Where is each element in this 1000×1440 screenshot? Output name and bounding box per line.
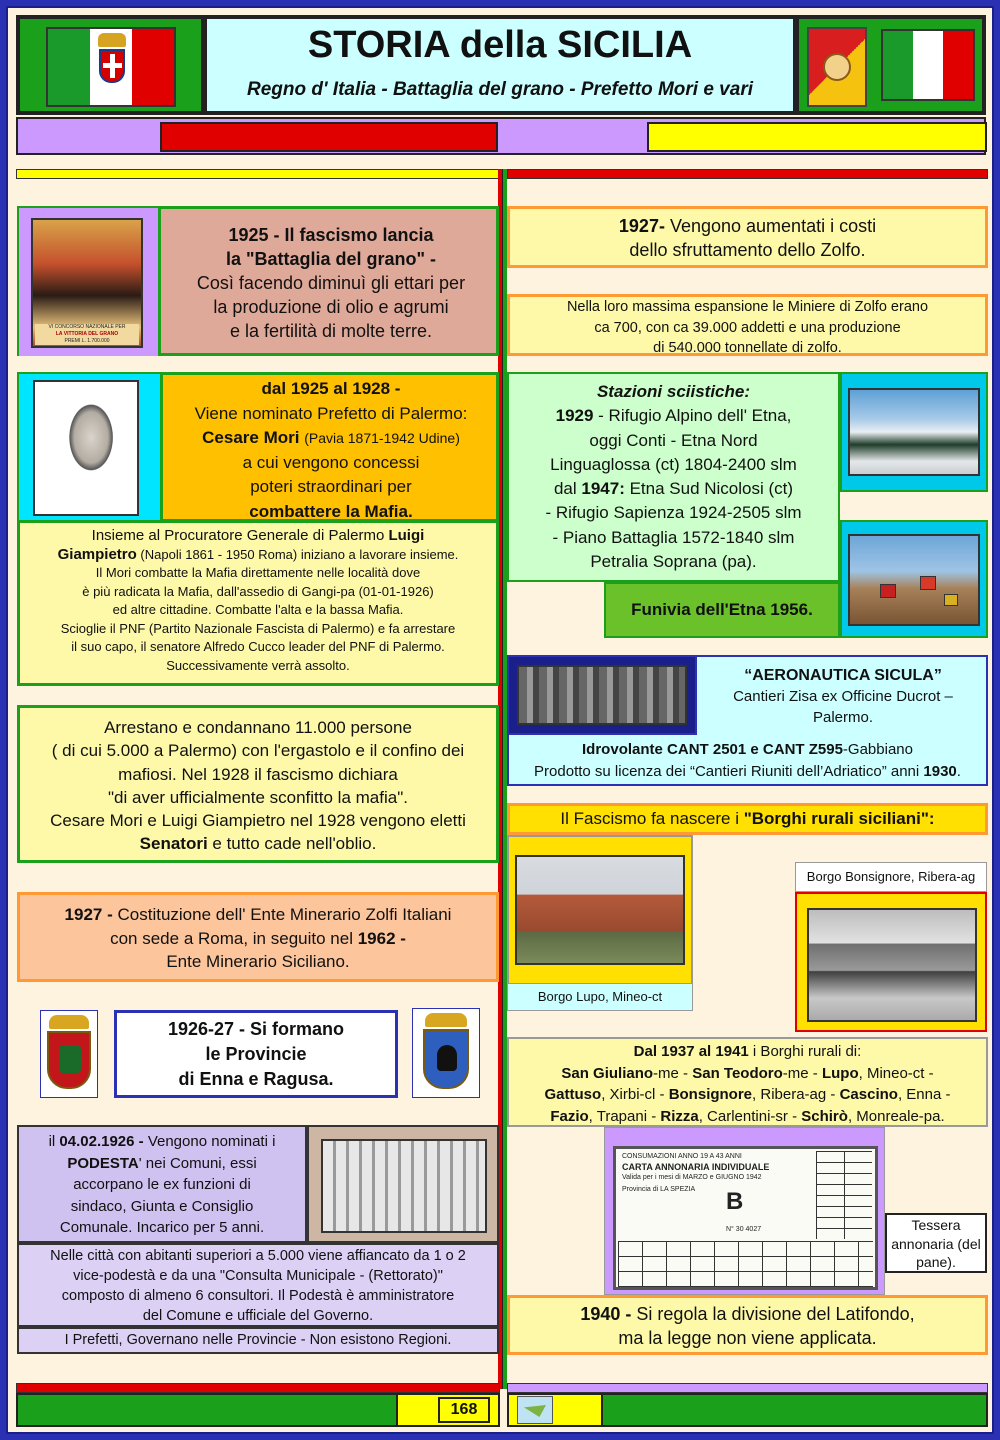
grano-line: e la fertilità di molte terre. (229, 321, 433, 341)
borghi-list-line (509, 1084, 986, 1106)
sci-text (509, 380, 838, 574)
podesta-line: sindaco, Giunta e Consiglio (70, 1197, 254, 1215)
province-line: le Provincie (205, 1044, 307, 1064)
right-top-rule (507, 169, 988, 179)
borgo-name: Lupo (821, 1064, 859, 1082)
borghi-list-section (507, 1037, 988, 1127)
sci-line (509, 404, 838, 428)
ente-line: Ente Minerario Siciliano. (166, 952, 350, 971)
latifondo-line: ma la legge non viene applicata. (618, 1328, 877, 1348)
ente-year: 1962 - (357, 928, 406, 948)
giampietro-section (17, 520, 499, 686)
borghi-list-line (509, 1041, 986, 1063)
italian-flag-icon (881, 29, 975, 101)
ente-text-part: con sede a Roma, in seguito nel (110, 928, 358, 948)
etna-snow-photo-frame (840, 372, 988, 492)
arresti-text-part: e tutto cade nell'oblio. (207, 834, 377, 854)
province-line: di Enna e Ragusa. (178, 1069, 334, 1089)
enna-coat-of-arms (40, 1010, 98, 1098)
zolfo-costi-text (510, 214, 985, 262)
giampietro-line: ed altre cittadine. Combatte l'alta e la bassa Mafia. (112, 602, 404, 617)
podesta-line (19, 1153, 305, 1175)
province-box (114, 1010, 398, 1098)
giampietro-line: il suo capo, il senatore Alfredo Cucco leader del PNF di Palermo. (71, 639, 445, 654)
ente-text (20, 903, 496, 974)
mori-line: a cui vengono concessi (242, 452, 420, 472)
giampietro-text (20, 527, 496, 675)
podesta-text-part: Vengono nominati i (143, 1133, 276, 1150)
borghi-title-emphasis: "Borghi rurali siciliani" (743, 809, 929, 828)
center-divider (498, 169, 507, 1389)
zolfo-year: 1927- (618, 216, 665, 236)
mori-name-line (166, 426, 496, 451)
borghi-years: Dal 1937 al 1941 (633, 1043, 749, 1060)
giampietro-line (20, 546, 496, 565)
card-title-text: CARTA ANNONARIA INDIVIDUALE (622, 1162, 770, 1172)
italy-flag-box (18, 17, 203, 113)
mori-line: poteri straordinari per (250, 477, 412, 496)
borghi-title (510, 806, 985, 832)
aero-line: Cantieri Zisa ex Officine Ducrot – (733, 688, 953, 705)
borghi-title-box (507, 803, 988, 835)
sci-year: 1947: (581, 479, 625, 499)
arresti-line: "di aver ufficialmente sconfitto la mafia". (108, 787, 408, 807)
footer-left-rule (16, 1383, 500, 1393)
cable-car-icon (880, 584, 896, 598)
giampietro-name: Giampietro (57, 545, 137, 563)
sci-section (507, 372, 840, 582)
sci-line: - Rifugio Sapienza 1924-2505 slm (545, 503, 802, 523)
aeronautica-section (507, 655, 988, 786)
aero-text-part: Prodotto su licenza dei “Cantieri Riuniti dell’Adriatico” anni (534, 763, 924, 780)
latifondo-year: 1940 - (580, 1304, 632, 1324)
footer-right-rule (507, 1383, 988, 1393)
city-photo-frame (307, 1125, 499, 1243)
giampietro-line: è più radicata la Mafia, dall'assedio di Gangi-pa (01-01-1926) (82, 583, 434, 599)
mori-photo-frame (19, 374, 163, 522)
borgo-location: , Enna - (897, 1086, 951, 1103)
sci-text-part: Etna Sud Nicolosi (ct) (624, 479, 794, 499)
prefetti-note (17, 1327, 499, 1354)
ente-text-part: Costituzione dell' Ente Minerario Zolfi Italiani (117, 905, 452, 924)
podesta-line: Comunale. Incarico per 5 anni. (59, 1219, 265, 1236)
borghi-list-text (509, 1041, 986, 1127)
funivia-caption: Funivia dell'Etna 1956. (631, 600, 813, 619)
grano-title: la "Battaglia del grano" - (225, 249, 437, 269)
podesta-section (17, 1125, 307, 1243)
ente-section (17, 892, 499, 982)
consulta-text (19, 1246, 497, 1326)
sci-line: Linguaglossa (ct) 1804-2400 slm (550, 454, 797, 474)
podesta-text-part: il (48, 1133, 60, 1150)
aero-line (509, 739, 986, 761)
aero-title: “AERONAUTICA SICULA” (744, 667, 942, 684)
latifondo-section (507, 1295, 988, 1355)
mori-dates: dal 1925 al 1928 - (261, 379, 401, 398)
podesta-line: accorpano le ex funzioni di (73, 1176, 251, 1193)
giampietro-line: Scioglie il PNF (Partito Nazionale Fascista di Palermo) e fa arrestare (60, 620, 456, 636)
miniere-section (507, 294, 988, 356)
sci-text-part: dal (553, 479, 582, 499)
tessera-label-box (885, 1213, 987, 1273)
aero-emphasis: Idrovolante CANT 2501 e CANT Z595 (582, 741, 843, 758)
borgo-name: San Giuliano (561, 1064, 654, 1082)
latifondo-text-part: Si regola la divisione del Latifondo, (631, 1304, 915, 1324)
header-yellow-bar (647, 122, 987, 152)
page-number-box (438, 1397, 490, 1423)
giampietro-name: Luigi (388, 527, 425, 544)
poster-text: VI CONCORSO NAZIONALE PER (48, 324, 126, 330)
giampietro-line (20, 527, 496, 546)
prefetti-text: I Prefetti, Governano nelle Provincie - Non esistono Regioni. (64, 1332, 452, 1348)
sci-year: 1929 (555, 406, 594, 426)
title-box (205, 17, 795, 113)
miniere-line: Nella loro massima espansione le Miniere di Zolfo erano (566, 299, 929, 315)
province-text (117, 1017, 395, 1092)
giampietro-text-part: (Napoli 1861 - 1950 Roma) iniziano a lavorare insieme. (136, 546, 459, 562)
arresti-line (20, 832, 496, 855)
sci-line: oggi Conti - Etna Nord (589, 430, 758, 450)
mori-name: Cesare Mori (202, 428, 300, 447)
giampietro-line: Il Mori combatte la Mafia direttamente nelle località dove (95, 565, 421, 580)
poster-text: PREMI L. 1.700.000 (64, 338, 110, 344)
town-square-photo (321, 1139, 487, 1233)
mori-life-dates: (Pavia 1871-1942 Udine) (304, 430, 460, 446)
borgo-name: Fazio (550, 1107, 589, 1125)
borghi-title-part: : (928, 809, 935, 828)
grano-line: la produzione di olio e agrumi (213, 297, 449, 317)
card-sub-text: Valida per i mesi di MARZO e GIUGNO 1942 (622, 1174, 762, 1181)
card-province-text: Provincia di LA SPEZIA (622, 1186, 696, 1193)
borghi-list-line (509, 1063, 986, 1085)
tessera-label: Tessera annonaria (del pane). (891, 1217, 981, 1270)
borgo-location: -me - (782, 1064, 822, 1082)
poster-text: LA VITTORIA DEL GRANO (55, 331, 119, 337)
savoy-shield-icon (99, 49, 125, 83)
latifondo-line (510, 1302, 985, 1326)
arresti-emphasis: Senatori (139, 834, 208, 854)
etna-cable-car-photo (848, 534, 980, 626)
consulta-section (17, 1243, 499, 1327)
consulta-line: del Comune e ufficiale del Governo. (142, 1308, 374, 1324)
cable-car-icon (944, 594, 958, 606)
trinacria-flag-icon (807, 27, 867, 107)
mori-section (17, 372, 499, 522)
card-side-coupons (816, 1151, 872, 1239)
borgo-bonsignore-frame (795, 892, 987, 1032)
borgo-lupo-caption-box (507, 983, 693, 1011)
borghi-title-part: Il Fascismo fa nascere i (560, 809, 744, 828)
ente-line (20, 927, 496, 951)
arresti-line: Arrestano e condannano 11.000 persone (104, 718, 412, 737)
borgo-bonsignore-caption: Borgo Bonsignore, Ribera-ag (806, 869, 976, 884)
card-coupons-grid (618, 1241, 873, 1287)
aero-header-text (699, 665, 987, 728)
consulta-line: vice-podestà e da una "Consulta Municipale - (Rettorato)" (73, 1268, 443, 1284)
header (16, 15, 986, 115)
consulta-line: Nelle città con abitanti superiori a 5.000 viene affiancato da 1 o 2 (50, 1248, 466, 1264)
sicily-flag-box (797, 17, 984, 113)
grano-title: 1925 - Il fascismo lancia (228, 225, 434, 245)
province-line: 1926-27 - Si formano (167, 1019, 345, 1039)
sci-line (509, 477, 838, 501)
zolfo-costi-line (510, 214, 985, 238)
card-top-text: CONSUMAZIONI ANNO 19 A 43 ANNI (622, 1153, 742, 1160)
mori-line: combattere la Mafia. (249, 501, 413, 521)
borgo-lupo-photo (515, 855, 685, 965)
cesare-mori-portrait (33, 380, 139, 516)
giampietro-text-part: Insieme al Procuratore Generale di Palermo (91, 527, 389, 544)
arresti-section (17, 705, 499, 863)
aero-line (509, 761, 986, 783)
aero-photo-frame (507, 655, 697, 735)
podesta-date: 04.02.1926 - (59, 1133, 144, 1150)
borgo-location: , Carlentini-sr - (698, 1107, 802, 1125)
arresti-line: mafiosi. Nel 1928 il fascismo dichiara (118, 764, 398, 784)
borgo-name: Rizza (660, 1107, 699, 1125)
sci-title: Stazioni sciistiche: (596, 382, 751, 401)
zolfo-costi-section (507, 206, 988, 268)
borgo-location: -me - (653, 1064, 693, 1082)
borgo-lupo-frame (507, 835, 693, 985)
sci-line: - Piano Battaglia 1572-1840 slm (552, 527, 795, 547)
ente-line (20, 903, 496, 927)
mori-line: Viene nominato Prefetto di Palermo: (194, 403, 468, 423)
funivia-caption-box (604, 582, 840, 638)
borgo-location: , Xirbi-cl - (601, 1086, 669, 1103)
podesta-text-part: ' nei Comuni, essi (138, 1154, 257, 1172)
latifondo-text (510, 1302, 985, 1350)
borgo-name: Cascino (839, 1086, 898, 1103)
borgo-name: Bonsignore (668, 1086, 753, 1103)
page-number: 168 (450, 1401, 478, 1418)
funivia-photo-frame (840, 520, 988, 638)
borgo-location: , Ribera-ag - (752, 1086, 840, 1103)
ragusa-coat-of-arms (412, 1008, 480, 1098)
borgo-location: , Monreale-pa. (847, 1107, 945, 1125)
borghi-list-line (509, 1106, 986, 1128)
sicily-map-icon[interactable] (517, 1396, 553, 1424)
page-subtitle: Regno d' Italia - Battaglia del grano - Prefetto Mori e vari (247, 79, 753, 100)
cable-car-icon (920, 576, 936, 590)
kingdom-of-italy-flag (46, 27, 176, 107)
left-top-rule (16, 169, 500, 179)
grano-line: Così facendo diminuì gli ettari per (196, 273, 466, 293)
grano-section (17, 206, 499, 356)
aero-text-part: . (956, 763, 961, 780)
zolfo-text-part: Vengono aumentati i costi (664, 216, 877, 236)
tessera-frame (604, 1127, 885, 1295)
borgo-name: Schirò (801, 1107, 848, 1125)
sci-line: Petralia Soprana (pa). (590, 552, 757, 572)
arresti-line: Cesare Mori e Luigi Giampietro nel 1928 vengono eletti (50, 811, 466, 831)
borgo-name: San Teodoro (692, 1064, 783, 1082)
arresti-line: ( di cui 5.000 a Palermo) con l'ergastolo e il confino dei (51, 741, 465, 761)
aero-line: Palermo. (812, 709, 874, 726)
sci-text-part: - Rifugio Alpino dell' Etna, (593, 406, 792, 426)
borgo-location: , Mineo-ct - (858, 1064, 934, 1082)
carta-annonaria-image (613, 1146, 878, 1290)
consulta-line: composto di almeno 6 consultori. Il Podestà è amministratore (61, 1288, 455, 1304)
aero-text-part: -Gabbiano (842, 741, 913, 758)
savoy-crown-icon (98, 33, 126, 47)
miniere-line: di 540.000 tonnellate di zolfo. (653, 340, 842, 356)
ente-year: 1927 - (64, 905, 118, 924)
card-number: N° 30 4027 (726, 1226, 762, 1233)
borghi-list-text-part: i Borghi rurali di: (748, 1043, 862, 1060)
miniere-line: ca 700, con ca 39.000 addetti e una produzione (594, 319, 901, 336)
battaglia-del-grano-poster (31, 218, 143, 348)
giampietro-line: Successivamente verrà assolto. (166, 657, 350, 673)
mori-text (166, 377, 496, 524)
podesta-line (19, 1131, 305, 1153)
borgo-bonsignore-caption-box (795, 862, 987, 892)
podesta-emphasis: PODESTA (67, 1154, 139, 1172)
borgo-bonsignore-photo (807, 908, 977, 1022)
etna-snow-photo (848, 388, 980, 476)
arresti-text (20, 716, 496, 856)
aero-body-text (509, 739, 986, 783)
zolfo-costi-line: dello sfruttamento dello Zolfo. (629, 240, 866, 260)
page-title: STORIA della SICILIA (307, 24, 693, 66)
miniere-text (510, 297, 985, 359)
borgo-location: , Trapani - (588, 1107, 661, 1125)
aeronautica-factory-photo (517, 665, 687, 725)
borgo-name: Gattuso (544, 1086, 602, 1103)
header-red-bar (160, 122, 498, 152)
card-category-letter: B (726, 1188, 744, 1215)
aero-year: 1930 (923, 763, 957, 780)
podesta-text (19, 1131, 305, 1239)
grano-text (165, 223, 497, 343)
borgo-lupo-caption: Borgo Lupo, Mineo-ct (537, 989, 663, 1004)
grano-poster-frame (19, 208, 161, 356)
